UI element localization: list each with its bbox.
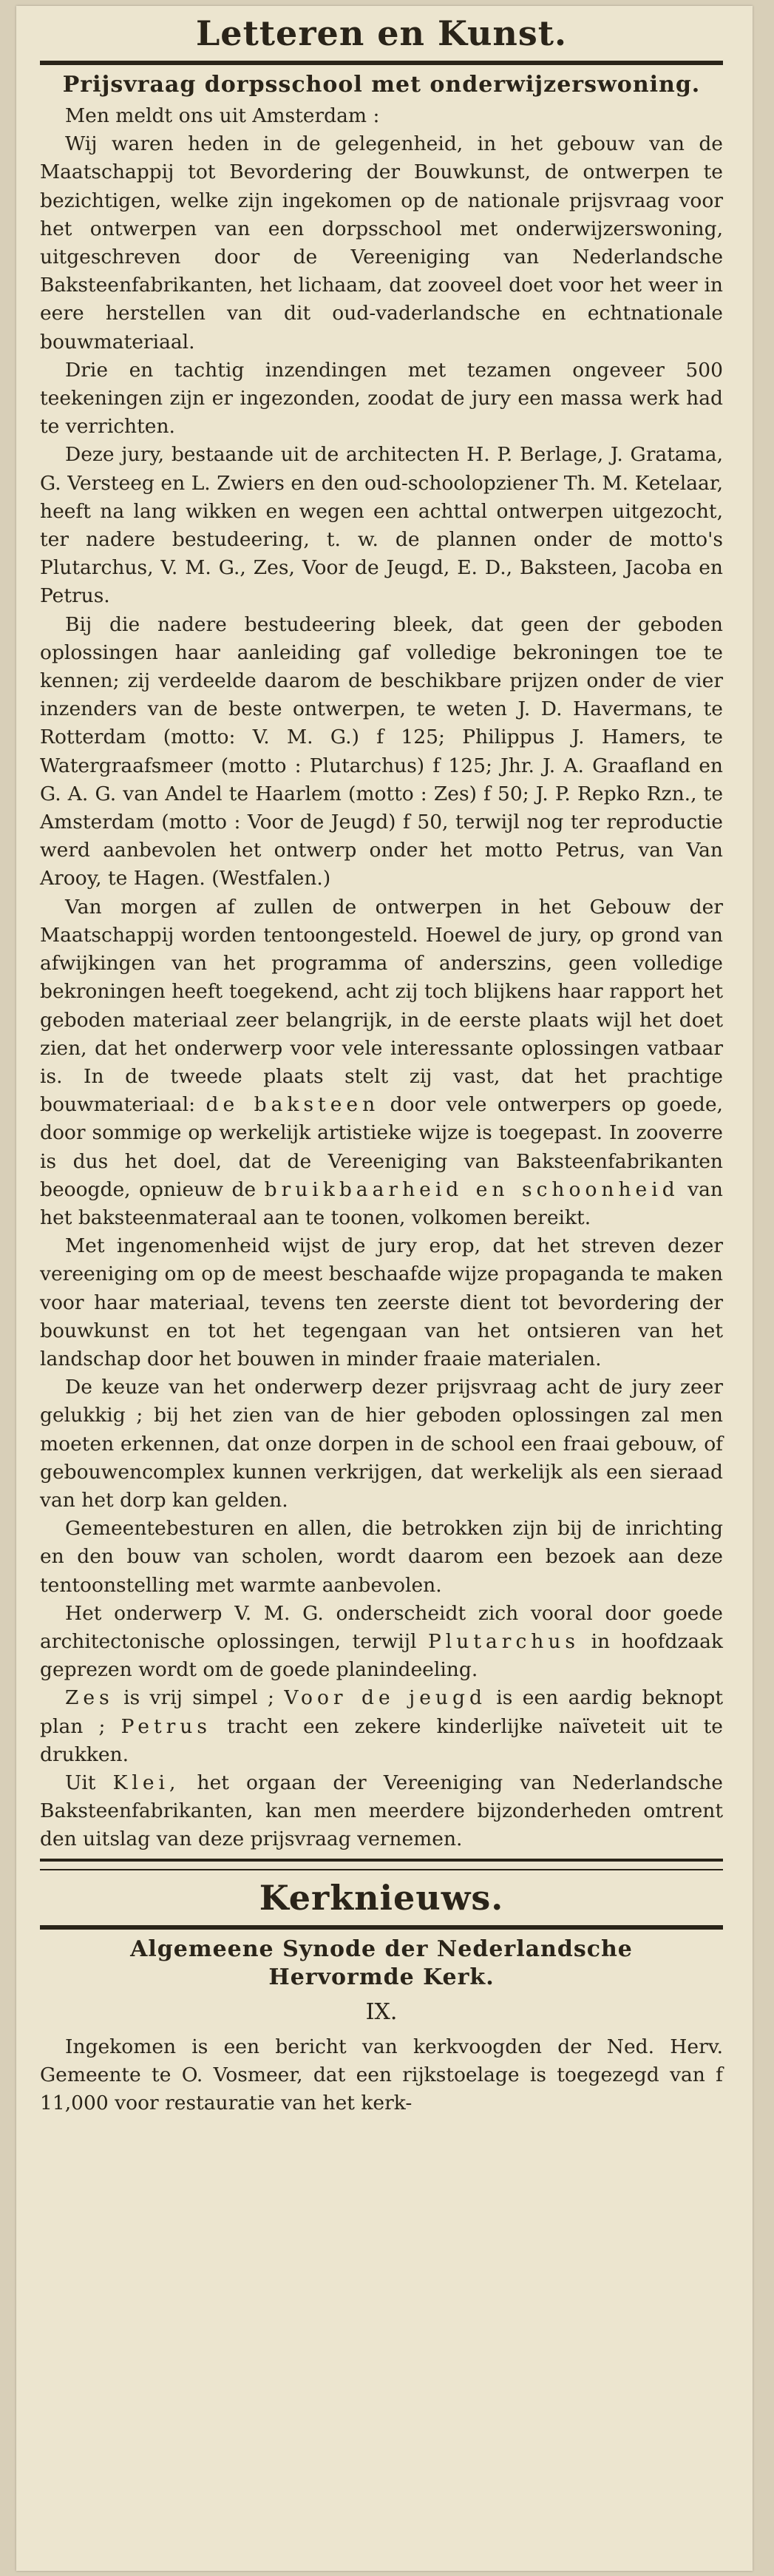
- article-headline-synode: Algemeene Synode der Nederlandsche Hervormde Kerk.: [130, 1936, 633, 1990]
- text-run: in hoofdzaak geprezen wordt om de goede planindeeling.: [40, 1629, 723, 1682]
- text-run: is een aardig beknopt plan ;: [40, 1686, 723, 1738]
- spaced-emphasis: Plutarchus: [427, 1629, 580, 1653]
- paragraph: [40, 893, 723, 1232]
- article-headline-prijsvraag: Prijsvraag dorpsschool met onderwijzerswoning.: [62, 72, 701, 98]
- paragraph: Men meldt ons uit Amsterdam :: [65, 104, 380, 127]
- spaced-emphasis: de baksteen: [206, 1093, 380, 1117]
- paragraph: Wij waren heden in de gelegenheid, in het gebouw van de Maatschappij tot Bevordering der Bouwkunst, de ontwerpen te bezichtigen, welke zijn ingekomen op de nationale prijsvraag voor het ontwerpen van een dorpsschool met onderwijzerswoning, uitgeschreven door de Vereeniging van Nederlandsche Baksteenfabrikanten, het lichaam, dat zooveel doet voor het weer in eere herstellen van dit oud-vaderlandsche en echtnationale bouwmateriaal.: [40, 132, 723, 354]
- section-title-letteren: Letteren en Kunst.: [195, 13, 568, 53]
- text-run: Het onderwerp V. M. G. onderscheidt zich vooral door goede architectonische oplossingen, terwijl: [40, 1601, 723, 1653]
- paragraph: Deze jury, bestaande uit de architecten H. P. Berlage, J. Gratama, G. Versteeg en L. Zwiers en den oud-schoolopziener Th. M. Ketelaar, heeft na lang wikken en wegen een achttal ontwerpen uitgezocht, ter nadere bestudeering, t. w. de plannen onder de motto's Plutarchus, V. M. G., Zes, Voor de Jeugd, E. D., Baksteen, Jacoba en Petrus.: [40, 443, 723, 608]
- spaced-emphasis: Petrus: [120, 1714, 211, 1738]
- text-run: door vele ontwerpers op goede, door sommige op werkelijk artistieke wijze is toegepast. In zooverre is dus het doel, dat de Vereeniging van Baksteenfabrikanten beoogde, opnieuw de: [40, 1093, 723, 1201]
- section-rule: [40, 1925, 723, 1930]
- paragraph: Drie en tachtig inzendingen met tezamen ongeveer 500 teekeningen zijn er ingezonden, zoodat de jury een massa werk had te verrichten.: [40, 358, 723, 439]
- paragraph: Ingekomen is een bericht van kerkvoogden der Ned. Herv. Gemeente te O. Vosmeer, dat een rijkstoelage is toegezegd van f 11,000 voor restauratie van het kerk-: [40, 2035, 723, 2114]
- paragraph: Bij die nadere bestudeering bleek, dat geen der geboden oplossingen haar aanleiding gaf volledige bekroningen toe te kennen; zij verdeelde daarom de beschikbare prijzen onder de vier inzenders van de beste ontwerpen, te weten J. D. Havermans, te Rotterdam (motto: V. M. G.) f 125; Philippus J. Hamers, te Watergraafsmeer (motto : Plutarchus) f 125; Jhr. J. A. Graafland en G. A. G. van Andel te Haarlem (motto : Zes) f 50; J. P. Repko Rzn., te Amsterdam (motto : Voor de Jeugd) f 50, terwijl nog ter reproductie werd aanbevolen het ontwerp onder het motto Petrus, van Van Arooy, te Hagen. (Westfalen.): [40, 612, 723, 890]
- text-run: Van morgen af zullen de ontwerpen in het Gebouw der Maatschappij worden tentoongesteld. Hoewel de jury, op grond van afwijkingen van het programma of anderszins, geen volledige bekroningen heeft toegekend, acht zij toch blijkens haar rapport het geboden materiaal zeer belangrijk, in de eerste plaats wijl het doet zien, dat het onderwerp voor vele interessante oplossingen vatbaar is. In de tweede plaats stelt zij vast, dat het prachtige bouwmateriaal:: [40, 895, 723, 1117]
- paragraph: Gemeentebesturen en allen, die betrokken zijn bij de inrichting en den bouw van scholen, wordt daarom een bezoek aan deze tentoonstelling met warmte aanbevolen.: [40, 1517, 723, 1597]
- section-title-kerknieuws: Kerknieuws.: [259, 1877, 504, 1918]
- paragraph: [40, 1684, 723, 1769]
- section-divider: [40, 1859, 723, 1870]
- article-number: IX.: [365, 1998, 398, 2025]
- spaced-emphasis: Voor de jeugd: [284, 1686, 486, 1710]
- paragraph: [40, 1600, 723, 1685]
- text-run: van het baksteenmateraal aan te toonen, volkomen bereikt.: [40, 1177, 723, 1229]
- text-run: tracht een zekere kinderlijke naïveteit uit te drukken.: [40, 1714, 723, 1766]
- spaced-emphasis: Zes: [65, 1686, 114, 1710]
- text-run: is vrij simpel ;: [123, 1686, 274, 1710]
- spaced-emphasis: Klei,: [112, 1771, 180, 1794]
- paragraph: Met ingenomenheid wijst de jury erop, dat het streven dezer vereeniging om op de meest beschaafde wijze propaganda te maken voor haar materiaal, tevens ten zeerste dient tot bevordering der bouwkunst en tot het tegengaan van het ontsieren van het landschap door het bouwen in minder fraaie materialen.: [40, 1234, 723, 1370]
- clipping-content: [40, 6, 723, 2117]
- text-run: Uit: [65, 1771, 96, 1794]
- newspaper-clipping: [16, 6, 753, 2571]
- article-body-synode: [40, 2033, 723, 2118]
- paragraph: [40, 1769, 723, 1854]
- article-body-prijsvraag: [40, 102, 723, 1854]
- text-run: het orgaan der Vereeniging van Nederlandsche Baksteenfabrikanten, kan men meerdere bijzonderheden omtrent den uitslag van deze prijsvraag vernemen.: [40, 1771, 723, 1851]
- paragraph: De keuze van het onderwerp dezer prijsvraag acht de jury zeer gelukkig ; bij het zien van de hier geboden oplossingen zal men moeten erkennen, dat onze dorpen in de school een fraai gebouw, of gebouwencomplex kunnen verkrijgen, dat werkelijk als een sieraad van het dorp kan gelden.: [40, 1376, 723, 1512]
- spaced-emphasis: bruikbaarheid en schoonheid: [264, 1177, 679, 1201]
- section-rule: [40, 61, 723, 65]
